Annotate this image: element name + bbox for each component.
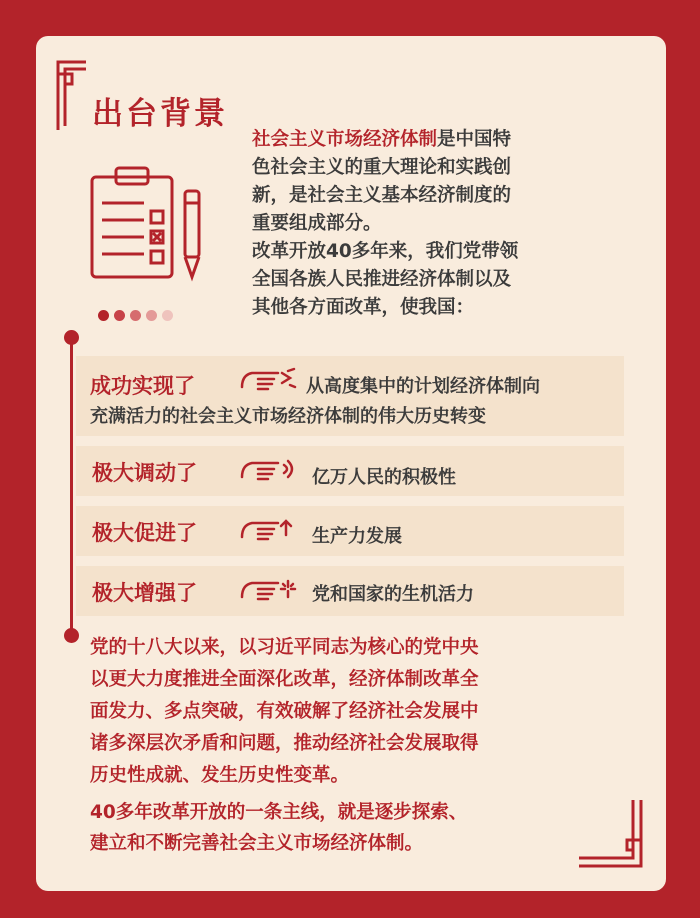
pointing-hand-icon <box>238 365 298 397</box>
pencil-icon <box>180 185 204 285</box>
pointing-hand-icon <box>238 575 298 607</box>
progress-dots <box>98 306 178 325</box>
achievement-text: 从高度集中的计划经济体制向 <box>306 376 540 397</box>
achievement-text-continued: 充满活力的社会主义市场经济体制的伟大历史转变 <box>90 406 486 427</box>
achievement-label: 极大增强了 <box>92 581 197 605</box>
pointing-hand-icon <box>238 455 298 487</box>
timeline-dot-bottom <box>64 628 79 643</box>
page-title: 出台背景 <box>92 96 228 132</box>
intro-highlight: 社会主义市场经济体制 <box>252 129 438 150</box>
paragraph-mainline: 40多年改革开放的一条主线，就是逐步探索、 建立和不断完善社会主义市场经济体制。 <box>90 802 468 854</box>
achievement-text: 党和国家的生机活力 <box>312 584 474 605</box>
achievement-label: 极大促进了 <box>92 521 197 545</box>
timeline-dot-top <box>64 330 79 345</box>
intro-text: 社会主义市场经济体制是中国特 色社会主义的重大理论和实践创 新，是社会主义基本经济制度的 重要组成部分。 改革开放40多年来，我们党带领 全国各族人民推进经济体制以及 其他各方面改革，使我国： <box>252 129 519 318</box>
corner-ornament-icon <box>575 800 645 870</box>
checklist-icon <box>88 165 178 280</box>
timeline-line <box>70 336 73 636</box>
paragraph-reform: 党的十八大以来，以习近平同志为核心的党中央 以更大力度推进全面深化改革，经济体制改革全 面发力、多点突破，有效破解了经济社会发展中 诸多深层次矛盾和问题，推动经济社会发展取得 历史性成就、发生历史性变革。 <box>90 637 479 786</box>
achievement-text: 亿万人民的积极性 <box>312 467 456 488</box>
achievement-label: 成功实现了 <box>90 374 195 398</box>
achievement-label: 极大调动了 <box>92 461 197 485</box>
pointing-hand-icon <box>238 515 298 547</box>
achievement-text: 生产力发展 <box>312 526 402 547</box>
